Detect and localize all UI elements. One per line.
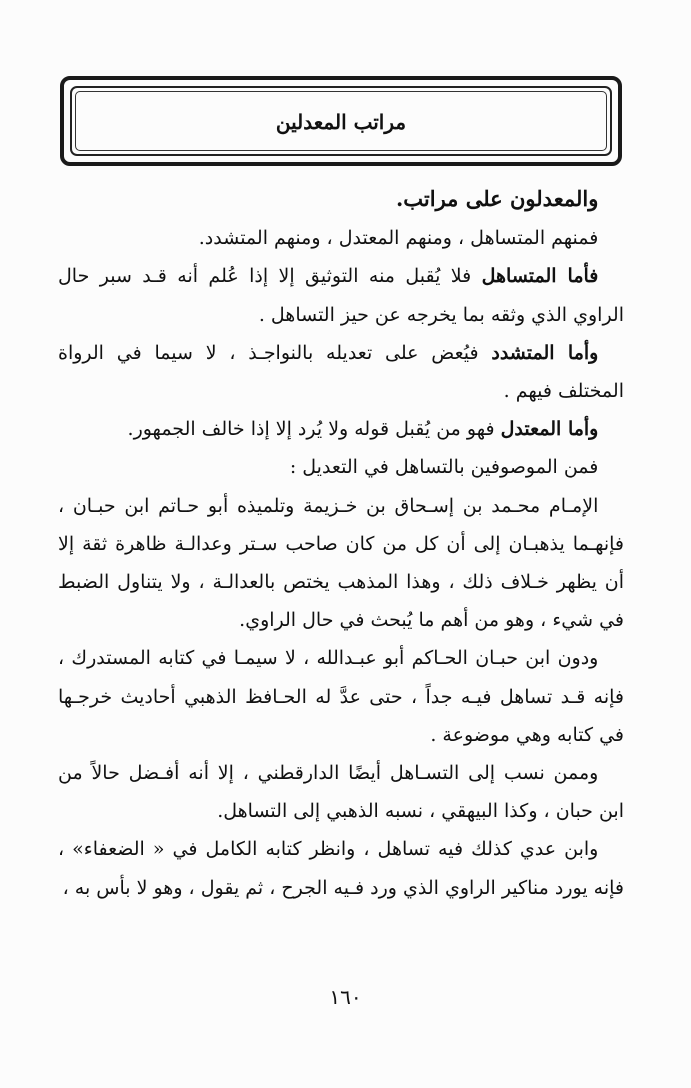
chapter-title: مراتب المعدلين bbox=[275, 110, 407, 134]
paragraph-7: ودون ابن حبـان الحـاكم أبو عبـدالله ، لا سيمـا في كتابه المستدرك ، فإنه قـد تساهل فيـه جداً ، حتى عدَّ له الحـافظ الذهبي أحاديث خرجـها في كتابه وهي موضوعة . bbox=[58, 647, 624, 746]
paragraph-3: وأما المتشدد فيُعض على تعديله بالنواجـذ ، لا سيما في الرواة المختلف فيهم . bbox=[58, 341, 624, 403]
term-moderate: وأما المعتدل bbox=[500, 418, 599, 441]
term-strict: وأما المتشدد bbox=[491, 341, 599, 364]
paragraph-1: فمنهم المتساهل ، ومنهم المعتدل ، ومنهم المتشدد. bbox=[198, 227, 599, 250]
chapter-title-frame bbox=[60, 76, 622, 166]
lead-paragraph: والمعدلون على مراتب. bbox=[395, 186, 599, 211]
page-body bbox=[58, 180, 624, 907]
paragraph-8: وممن نسب إلى التسـاهل أيضًا الدارقطني ، إلا أنه أفـضل حالاً من ابن حبان ، وكذا البيهقي ، نسبه الذهبي إلى التساهل. bbox=[58, 762, 624, 823]
paragraph-9: وابن عدي كذلك فيه تساهل ، وانظر كتابه الكامل في « الضعفاء» ، فإنه يورد مناكير الراوي الذي ورد فـيه الجرح ، ثم يقول ، وهو لا بأس به ، bbox=[58, 838, 624, 899]
paragraph-4: وأما المعتدل فهو من يُقبل قوله ولا يُرد إلا إذا خالف الجمهور. bbox=[127, 418, 599, 441]
paragraph-2: فأما المتساهل فلا يُقبل منه التوثيق إلا إذا عُلم أنه قـد سبر حال الراوي الذي وثقه بما يخرجه عن حيز التساهل . bbox=[58, 265, 624, 326]
paragraph-6: الإمـام محـمد بن إسـحاق بن خـزيمة وتلميذه أبو حـاتم ابن حبـان ، فإنهـما يذهبـان إلى أن كل من كان صاحب سـتر وعدالـة ظاهرة ثقة إلا أن يظهر خـلاف ذلك ، وهذا المذهب يختص بالعدالـة ، ولا يتناول الضبط في شيء ، وهو من أهم ما يُبحث في حال الراوي. bbox=[58, 494, 624, 632]
page-number: ١٦٠ bbox=[329, 985, 362, 1009]
term-lenient: فأما المتساهل bbox=[481, 265, 599, 288]
paragraph-5: فمن الموصوفين بالتساهل في التعديل : bbox=[289, 456, 599, 479]
